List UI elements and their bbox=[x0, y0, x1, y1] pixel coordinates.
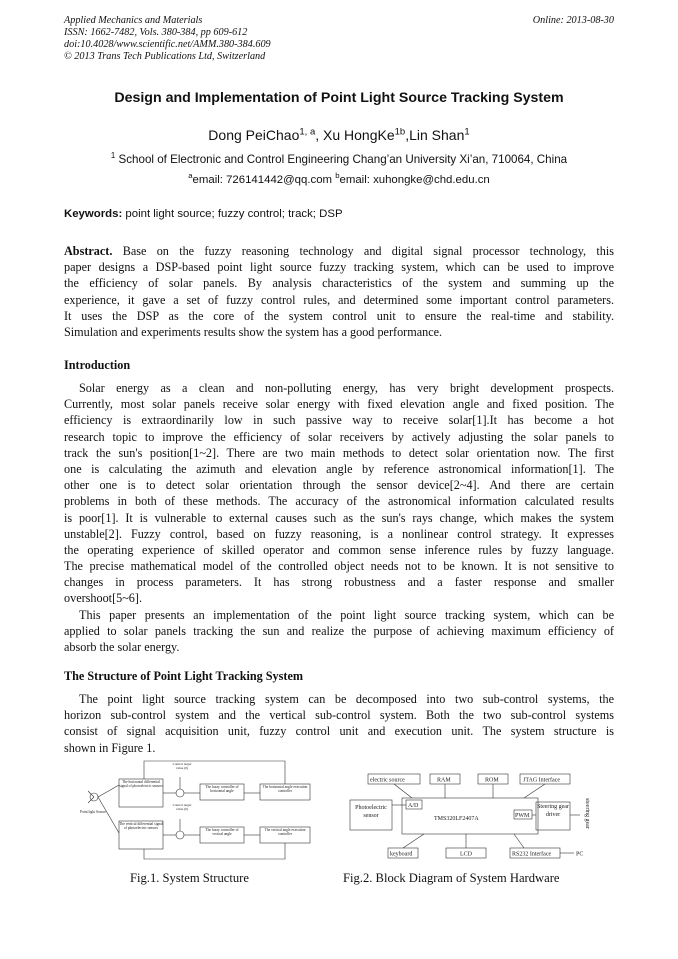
fig1-h-diff-label: The horizontal differential signal of photoelectric sensors bbox=[119, 780, 163, 789]
fig2-steering-label: Steering gear driver bbox=[537, 804, 569, 818]
fig2-ad-label: A/D bbox=[408, 803, 419, 809]
abstract-text: Base on the fuzzy reasoning technology and digital signal processor technology, this bbox=[112, 244, 614, 258]
author-sup: 1b bbox=[394, 126, 406, 138]
body-line: This paper presents an implementation of the point light source tracking system, which can be bbox=[79, 607, 614, 622]
abstract-label: Abstract. bbox=[64, 244, 113, 258]
author-sup: 1 bbox=[464, 126, 470, 138]
author-name: Lin Shan bbox=[409, 127, 465, 143]
figure-1-caption: Fig.1. System Structure bbox=[130, 871, 249, 885]
body-line: changes in process parameters. It has strong robustness and a faster response and smaller bbox=[64, 575, 614, 590]
email-line bbox=[0, 171, 678, 186]
body-line: the operating experience of skilled operator and common sense inference rules by fuzzy language. bbox=[64, 542, 614, 557]
body-line: consist of signal acquisition unit, fuzzy control unit and execution unit. The system structure is bbox=[64, 724, 614, 739]
email-sup: b bbox=[335, 171, 340, 181]
abstract-line: Simulation and experiments results show the system has a good performance. bbox=[64, 324, 443, 339]
introduction-body bbox=[64, 380, 614, 655]
copyright: © 2013 Trans Tech Publications Ltd, Switzerland bbox=[64, 51, 266, 62]
author-name: Xu HongKe bbox=[323, 127, 395, 143]
fig2-jtag-label: JTAG Interface bbox=[523, 777, 560, 784]
fig1-v-target-label: Control target value (0) bbox=[172, 804, 192, 811]
fig1-v-fuzzy-label: The fuzzy controller of vertical angle bbox=[205, 828, 239, 837]
abstract-line: experience, it gave a set of fuzzy control rules, and determined some important control parameters. bbox=[64, 292, 614, 307]
body-line: is poor[1]. It is vulnerable to external causes such as the sun's rays change, which makes the system bbox=[64, 510, 614, 525]
body-line: Currently, most solar panels receive solar energy with fixed elevation angle and fixed position. The bbox=[64, 397, 614, 412]
body-line: unstable[2]. Fuzzy control, based on fuzzy reasoning, is a nonlinear control strategy. It expresses bbox=[64, 526, 614, 541]
body-line: research topic to improve the efficiency of solar receivers by actively adjusting the solar panels to bbox=[64, 429, 614, 444]
fig2-ram-label: RAM bbox=[437, 777, 451, 784]
journal-name: Applied Mechanics and Materials bbox=[64, 15, 203, 26]
online-date: Online: 2013-08-30 bbox=[532, 15, 614, 26]
author-sup: 1, a bbox=[299, 126, 316, 138]
body-line: Solar energy as a clean and non-polluting energy, has very bright development prospects. bbox=[79, 381, 614, 395]
fig2-pwm-label: PWM bbox=[515, 813, 530, 819]
fig1-v-exec-label: The vertical angle execution controller bbox=[264, 828, 306, 837]
abstract-line: the efficiency of solar panels. By analysis characteristics of the system and summing up the bbox=[64, 276, 614, 291]
doi: doi:10.4028/www.scientific.net/AMM.380-384.609 bbox=[64, 39, 271, 50]
section-heading-structure: The Structure of Point Light Tracking System bbox=[64, 669, 304, 683]
fig1-h-target-label: Control target value (0) bbox=[172, 763, 192, 770]
body-line: problems in both of these methods. The accuracy of the astronomical information calculated results bbox=[64, 494, 614, 509]
body-line: shown in Figure 1. bbox=[64, 740, 156, 755]
fig2-gear-label: steering gear bbox=[584, 798, 590, 829]
body-line: overshoot[5~6]. bbox=[64, 591, 143, 606]
body-line: other one is to detect solar orientation through the sensor device[2~4]. And there are certain bbox=[64, 478, 614, 493]
abstract-line-first bbox=[64, 243, 614, 259]
abstract bbox=[64, 243, 614, 340]
fig1-h-fuzzy-label: The fuzzy controller of horizontal angle bbox=[205, 785, 239, 794]
body-line: absorb the solar energy. bbox=[64, 640, 180, 654]
author-list: Dong PeiChao$^{1, a}$, Xu HongKe$^{1b}$,Lin Shan$^1$ bbox=[208, 126, 470, 143]
email-a: email: 726141442@qq.com bbox=[192, 174, 333, 186]
fig1-v-diff-label: The vertical differential signal of photoelectric sensors bbox=[119, 822, 163, 831]
paper-title: Design and Implementation of Point Light Source Tracking System bbox=[114, 90, 564, 106]
fig2-electric-label: electric source bbox=[370, 777, 405, 784]
body-line: The point light source tracking system can be decomposed into two sub-control systems, the bbox=[79, 692, 614, 706]
horizontal-sum-junction bbox=[176, 789, 184, 797]
journal-header bbox=[64, 15, 614, 63]
section-heading-introduction: Introduction bbox=[64, 358, 131, 372]
fig2-pc-label: PC bbox=[576, 851, 584, 858]
fig1-h-exec-label: The horizontal angle execution controller bbox=[262, 785, 308, 794]
body-line: applied to solar panels tracking the sun and realize the purpose of achieving maximum efficiency of bbox=[64, 623, 614, 638]
affiliation bbox=[0, 153, 678, 166]
email-b: email: xuhongke@chd.edu.cn bbox=[339, 174, 490, 186]
fig2-lcd-label: LCD bbox=[460, 851, 472, 858]
figure-1-system-structure bbox=[64, 755, 314, 867]
vertical-sum-junction bbox=[176, 831, 184, 839]
fig1-source-label: Point light Source bbox=[80, 810, 106, 814]
body-line: The precise mathematical model of the controlled object needs not to be known. It is not sensitive to bbox=[64, 559, 614, 574]
affiliation-text: School of Electronic and Control Engineering Chang’an University Xi’an, 710064, China bbox=[118, 153, 568, 166]
author-name: Dong PeiChao bbox=[208, 127, 300, 143]
body-line: one is calculating the azimuth and elevation angle by reference astronomical information[1]. The bbox=[64, 461, 614, 476]
abstract-line: paper designs a DSP-based point light source fuzzy tracking system, which can be used to improve bbox=[64, 260, 614, 275]
affiliation-sup: 1 bbox=[110, 151, 116, 161]
keywords-text: point light source; fuzzy control; track; DSP bbox=[125, 208, 343, 220]
keywords-label: Keywords: bbox=[64, 208, 123, 220]
fig2-dsp-label: TMS320LF2407A bbox=[434, 816, 479, 822]
fig2-photo-label: Photoelectric sensor bbox=[355, 805, 387, 819]
keywords bbox=[64, 208, 343, 220]
structure-body bbox=[64, 691, 614, 756]
figure-2-caption: Fig.2. Block Diagram of System Hardware bbox=[343, 871, 560, 885]
abstract-line: It uses the DSP as the core of the system control unit to ensure the real-time and stability. bbox=[64, 308, 614, 323]
body-line: track the sun's position[1~2]. There are two main methods to detect solar orientation now. The first bbox=[64, 445, 614, 460]
email-sup: a bbox=[188, 171, 193, 181]
fig2-rs232-label: RS232 Interface bbox=[512, 851, 552, 858]
fig2-rom-label: ROM bbox=[485, 777, 499, 784]
figure-2-hardware-block-diagram bbox=[334, 768, 614, 868]
body-line: efficiency is extraordinarily low in such passive way to receive solar[1].It has become a hot bbox=[64, 413, 614, 428]
body-line: horizon sub-control system and the vertical sub-control system. Both the two sub-control systems bbox=[64, 708, 614, 723]
fig2-keyboard-label: keyboard bbox=[390, 851, 413, 858]
issn: ISSN: 1662-7482, Vols. 380-384, pp 609-612 bbox=[64, 27, 248, 38]
